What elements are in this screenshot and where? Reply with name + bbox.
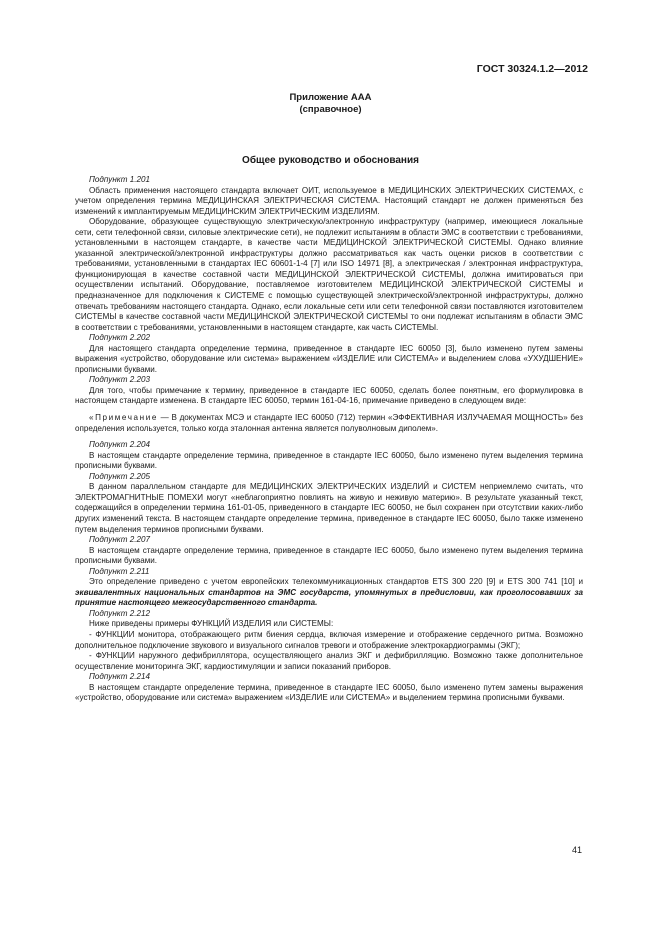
subclause-heading: Подпункт 2.205 [89, 471, 150, 481]
subclause-heading: Подпункт 2.203 [89, 375, 150, 385]
paragraph: Ниже приведены примеры ФУНКЦИЙ ИЗДЕЛИЯ или СИСТЕМЫ: [89, 619, 334, 629]
annex-title: Приложение AAA [289, 92, 372, 103]
annex-subtitle: (справочное) [299, 104, 362, 115]
note-label: «Примечание [89, 413, 158, 423]
standard-designation: ГОСТ 30324.1.2—2012 [476, 63, 588, 75]
paragraph: Для того, чтобы примечание к термину, приведенное в стандарте IEC 60050, сделать более понятным, его формулировка в настоящем стандарте изменена. В стандарте IEC 60050, термин 161-04-16, примечание приведено в следующем виде: [75, 385, 583, 406]
note-text: — В документах МСЭ и стандарте IEC 60050 (712) термин «ЭФФЕКТИВНАЯ ИЗЛУЧАЕМАЯ МОЩНОСТЬ» без определения используется, только когда эталонная антенна является полуволновым диполем». [75, 413, 583, 433]
paragraph: - ФУНКЦИИ монитора, отображающего ритм биения сердца, включая измерение и отображение сердечного ритма. Возможно дополнительное подключение звукового и визуального сигналов тревоги и отображение электрокардиограммы (ЭКГ); [75, 629, 583, 650]
paragraph: Область применения настоящего стандарта включает ОИТ, используемое в МЕДИЦИНСКИХ ЭЛЕКТРИЧЕСКИХ СИСТЕМАХ, с учетом определения термина МЕДИЦИНСКАЯ ЭЛЕКТРИЧЕСКАЯ СИСТЕМА. Настоящий стандарт не должен применяться без изменений к имплантируемым МЕДИЦИНСКИМ ЭЛЕКТРИЧЕСКИМ ИЗДЕЛИЯМ. [75, 185, 583, 216]
paragraph: В настоящем стандарте определение термина, приведенное в стандарте IEC 60050, было изменено путем замены выражения «устройство, оборудование или система» выражением «ИЗДЕЛИЕ или СИСТЕМА» и выделением термина прописными буквами. [75, 682, 583, 703]
subclause-heading: Подпункт 2.204 [89, 440, 150, 450]
paragraph-text: Это определение приведено с учетом европейских телекоммуникационных стандартов ETS 300 220 [9] и ETS 300 741 [10] и [89, 577, 583, 587]
annex-heading [0, 92, 661, 116]
subclause-heading: Подпункт 2.211 [89, 566, 150, 576]
page-number: 41 [571, 845, 582, 855]
subclause-heading: Подпункт 2.212 [89, 608, 150, 618]
paragraph: Оборудование, образующее существующую электрическую/электронную инфраструктуру (например, имеющиеся локальные сети, сети телефонной связи, силовые электрические сети), не подлежит испытаниям в области ЭМС в соответствии с требованиями, установленными в настоящем стандарте, в качестве части МЕДИЦИНСКОЙ ЭЛЕКТРИЧЕСКОЙ СИСТЕМЫ. Однако влияние указанной электрической/электронной инфраструктуры должно рассматриваться как часть оценки рисков в соответствии с требованиями, установленными в стандартах IEC 60601-1-4 [7] или ISO 14971 [8], а электрическая / электронная инфраструктура, функционирующая в качестве составной части МЕДИЦИНСКОЙ ЭЛЕКТРИЧЕСКОЙ СИСТЕМЫ, должна имитироваться при осуществлении испытаний. Оборудование, поставляемое изготовителем МЕДИЦИНСКОЙ ЭЛЕКТРИЧЕСКОЙ СИСТЕМЫ и предназначенное для подключения к СИСТЕМЕ с помощью существующей электрической/электронной инфраструктуры, должно отвечать требованиям настоящего стандарта. Однако, если локальные сети или сети телефонной связи поставляются изготовителем СИСТЕМЫ в качестве составной части МЕДИЦИНСКОЙ ЭЛЕКТРИЧЕСКОЙ СИСТЕМЫ то они подлежат испытаниям в области ЭМС в соответствии с требованиями, установленными в настоящем стандарте, как часть СИСТЕМЫ. [75, 217, 583, 332]
section-title: Общее руководство и обоснования [242, 155, 419, 166]
subclause-heading: Подпункт 2.214 [89, 672, 150, 682]
paragraph: Для настоящего стандарта определение термина, приведенное в стандарте IEC 60050 [3], было изменено путем замены выражения «устройство, оборудование или система» выражением «ИЗДЕЛИЕ или СИСТЕМА» и выделением слова «УХУДШЕНИЕ» прописными буквами. [75, 343, 583, 374]
paragraph: В данном параллельном стандарте для МЕДИЦИНСКИХ ЭЛЕКТРИЧЕСКИХ ИЗДЕЛИЙ и СИСТЕМ неприемлемо считать, что ЭЛЕКТРОМАГНИТНЫЕ ПОМЕХИ могут «неблагоприятно повлиять на живую и неживую материю». В результате указанный текст, содержащийся в определении термина 161-01-05, приведенного в стандарте IEC 60050, не был сохранен при отсутствии каких-либо других изменений текста. В настоящем стандарте определение термина, приведенное в стандарте IEC 60050, было также изменено путем выделения терминов прописными буквами. [75, 482, 583, 534]
document-body [75, 175, 583, 704]
subclause-heading: Подпункт 2.202 [89, 333, 150, 343]
subclause-heading: Подпункт 1.201 [89, 175, 150, 184]
paragraph: В настоящем стандарте определение термина, приведенное в стандарте IEC 60050, было изменено путем выделения термина прописными буквами. [75, 545, 583, 566]
paragraph [75, 577, 583, 609]
note-paragraph [75, 413, 583, 434]
paragraph: В настоящем стандарте определение термина, приведенное в стандарте IEC 60050, было изменено путем выделения термина прописными буквами. [75, 450, 583, 471]
subclause-heading: Подпункт 2.207 [89, 535, 150, 545]
emphasized-text: эквивалентных национальных стандартов на ЭМС государств, упомянутых в предисловии, как проголосовавших за принятие настоящего межгосударственного стандарта. [75, 587, 583, 608]
paragraph: - ФУНКЦИИ наружного дефибриллятора, осуществляющего анализ ЭКГ и дефибрилляцию. Возможно также дополнительное осуществление мониторинга ЭКГ, кардиостимуляции и записи показаний приборов. [75, 651, 583, 671]
